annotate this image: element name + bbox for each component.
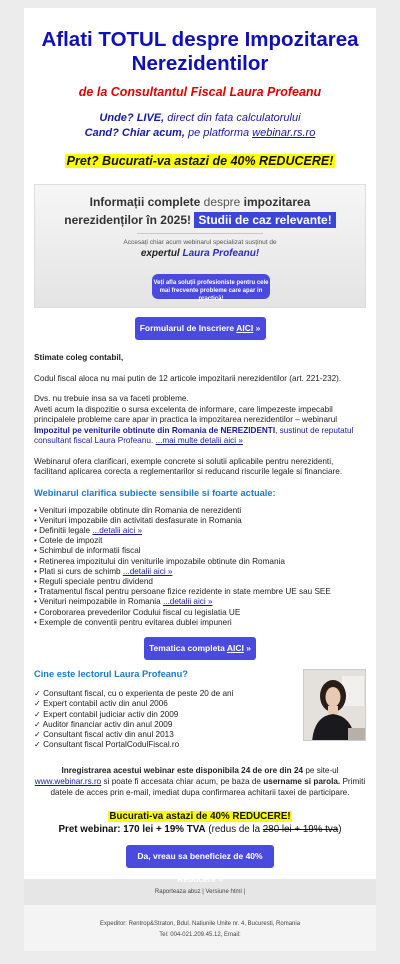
list-item: • Venituri impozabile obtinute din Romania de nerezidenti bbox=[34, 505, 242, 515]
list-item: • Coroborarea prevederilor Codului fiscal cu legislatia UE bbox=[34, 607, 241, 617]
intro-p2c: , sustinut de reputatul consultant fiscal Laura Profeanu. bbox=[34, 425, 354, 445]
topics-button-link: AICI bbox=[226, 642, 244, 653]
lecturer-photo bbox=[303, 669, 366, 741]
list-item-text: • Definitii legale bbox=[34, 525, 93, 535]
greeting: Stimate coleg contabil, bbox=[34, 353, 124, 362]
pricing-line bbox=[34, 823, 366, 836]
intro-p2 bbox=[34, 394, 366, 447]
price-old-suffix: ) bbox=[338, 823, 342, 835]
registration-bold-a: Inregistrarea acestui webinar este disponibila 24 de ore din 24 bbox=[61, 765, 304, 775]
banner-line-1c: impozitarea bbox=[243, 195, 311, 209]
list-item: • Exemple de conventii pentru evitarea dublei impuneri bbox=[34, 617, 232, 627]
list-item: ✓ Auditor financiar activ din anul 2009 bbox=[34, 719, 173, 729]
cand-text: pe platforma bbox=[184, 127, 253, 139]
list-item: • Venituri impozabile din activitati desfasurate in Romania bbox=[34, 515, 242, 525]
list-item: ✓ Consultant fiscal, cu o experienta de peste 20 de ani bbox=[34, 688, 234, 698]
list-item: ✓ Expert contabil activ din anul 2006 bbox=[34, 699, 168, 709]
banner-line-4a: expertul bbox=[140, 248, 183, 259]
email-title: Aflati TOTUL despre Impozitarea Nerezidentilor bbox=[41, 28, 359, 75]
register-button-label: Formularul de Inscriere bbox=[139, 323, 237, 333]
list-item: • Reguli speciale pentru dividend bbox=[34, 576, 153, 586]
topics-button[interactable] bbox=[144, 637, 256, 660]
topics-button-label: Tematica completa bbox=[148, 642, 227, 653]
intro-p2-bold: Impozitul pe veniturile obtinute din Romania de NEREZIDENTI bbox=[34, 425, 276, 435]
footer-phone: Tel: 004-021.209.45.12, Email: bbox=[159, 931, 241, 938]
banner-line-1 bbox=[35, 195, 365, 209]
details-link[interactable]: ...detalii aici » bbox=[162, 597, 213, 607]
list-item bbox=[34, 567, 366, 577]
banner-line-2 bbox=[35, 213, 365, 227]
registration-text-c: Primiti datele de acces prin e-mail, imediat dupa confirmarea achitarii taxei de participare. bbox=[50, 776, 366, 797]
list-item: ✓ Consultant fiscal PortalCodulFiscal.ro bbox=[34, 740, 180, 750]
intro-p2b: Aveti acum la dispozitie o sursa excelenta de informare, care limpezeste impecabil principalele probleme care apar in practica la impozitarea nerezidentilor – webinarul bbox=[34, 404, 338, 424]
banner-line-1a: Informații complete bbox=[89, 195, 201, 209]
lecturer-heading: Cine este lectorul Laura Profeanu? bbox=[34, 668, 188, 679]
unde-text: direct din fata calculatorului bbox=[164, 112, 301, 124]
unde-label: Unde? LIVE, bbox=[99, 112, 165, 124]
email-subtitle: de la Consultantul Fiscal Laura Profeanu bbox=[78, 85, 322, 99]
topics-button-arrow: » bbox=[243, 642, 252, 653]
register-button-link: AICI bbox=[236, 323, 254, 333]
lecturer-photo-icon bbox=[304, 670, 366, 741]
discount-button[interactable]: Da, vreau sa beneficiez de 40% bbox=[126, 845, 274, 868]
banner-line-1b: despre bbox=[200, 195, 244, 209]
topics-list bbox=[34, 506, 366, 628]
banner-badge: Studii de caz relevante! bbox=[194, 212, 335, 228]
platform-link[interactable]: webinar.rs.ro bbox=[252, 127, 316, 139]
details-link[interactable]: ...detalii aici » bbox=[122, 566, 173, 576]
details-link[interactable]: ...detalii aici » bbox=[92, 525, 142, 535]
list-item: ✓ Expert contabil judiciar activ din 2009 bbox=[34, 709, 179, 719]
list-item-text: • Venituri neimpozabile in Romania bbox=[34, 597, 163, 607]
webinar-site-link[interactable]: www.webinar.rs.ro bbox=[34, 776, 102, 786]
price-old: 280 lei + 19% tva bbox=[262, 823, 339, 835]
intro-section bbox=[34, 353, 366, 478]
banner-pill-1: Veți afla soluții profesioniste pentru cele bbox=[153, 280, 269, 286]
banner-line-2a: nerezidenților în 2025! bbox=[64, 213, 191, 227]
list-item-text: • Plati si curs de schimb bbox=[34, 566, 123, 576]
pricing-promo: Bucurati-va astazi de 40% REDUCERE! bbox=[109, 810, 291, 822]
lecturer-section bbox=[34, 669, 366, 755]
event-info bbox=[34, 111, 366, 141]
banner-pill bbox=[152, 274, 270, 302]
promo-banner[interactable] bbox=[34, 184, 366, 308]
price-promo-text: Pret? Bucurati-va astazi de 40% REDUCERE! bbox=[66, 154, 334, 168]
banner-divider bbox=[137, 233, 263, 234]
registration-bold-b: username si parola. bbox=[263, 776, 341, 786]
footer-links[interactable]: Raporteaza abuz | Versiune html | bbox=[24, 879, 376, 905]
more-details-link[interactable]: ...mai multe detalii aici » bbox=[155, 436, 243, 445]
list-item: • Retinerea impozitului din veniturile impozabile obtinute din Romania bbox=[34, 556, 285, 566]
footer-info bbox=[24, 905, 376, 951]
list-item bbox=[34, 597, 366, 607]
registration-info bbox=[34, 765, 366, 798]
topics-heading: Webinarul clarifica subiecte sensibile si foarte actuale: bbox=[34, 487, 276, 498]
email-body bbox=[24, 8, 376, 868]
list-item: • Schimbul de informatii fiscal bbox=[34, 546, 141, 556]
intro-p3: Webinarul ofera clarificari, exemple concrete si solutii aplicabile pentru nerezidenti, facilitand aplicarea corecta a reglementarilor si reducand riscurile legale si financiare. bbox=[34, 456, 343, 476]
pricing-block bbox=[34, 810, 366, 836]
lecturer-list bbox=[34, 689, 233, 751]
list-item: • Cotele de impozit bbox=[34, 536, 103, 546]
banner-pill-2: mai frecvente probleme care apar in practică! bbox=[159, 288, 263, 302]
register-button[interactable] bbox=[135, 317, 266, 340]
list-item bbox=[34, 526, 366, 536]
intro-p1: Codul fiscal aloca nu mai putin de 12 articole impozitarii nerezidentilor (art. 221-232). bbox=[34, 373, 342, 383]
email-container bbox=[24, 8, 376, 951]
list-item: ✓ Consultant fiscal activ din anul 2013 bbox=[34, 730, 174, 740]
intro-p2a: Dvs. nu trebuie insa sa va faceti probleme. bbox=[34, 394, 189, 403]
price-promo bbox=[34, 152, 366, 170]
banner-line-4b: Laura Profeanu! bbox=[182, 248, 260, 259]
register-button-arrow: » bbox=[253, 323, 261, 333]
banner-line-4 bbox=[35, 248, 365, 259]
price-old-prefix: (redus de la bbox=[205, 823, 263, 835]
registration-text-a: pe site-ul bbox=[303, 765, 339, 775]
footer-sender: Expeditor: Rentrop&Straton, Bdul. Natiunile Unite nr. 4, Bucuresti, Romania bbox=[99, 920, 301, 927]
cand-label: Cand? Chiar acum, bbox=[84, 127, 185, 139]
registration-text-b: si poate fi accesata chiar acum, pe baza de bbox=[101, 776, 264, 786]
banner-line-3: Accesați chiar acum webinarul specializat susținut de bbox=[123, 239, 277, 246]
price-current: Pret webinar: 170 lei + 19% TVA bbox=[58, 823, 206, 835]
list-item: • Tratamentul fiscal pentru persoane fizice rezidente in state membre UE sau SEE bbox=[34, 587, 331, 597]
